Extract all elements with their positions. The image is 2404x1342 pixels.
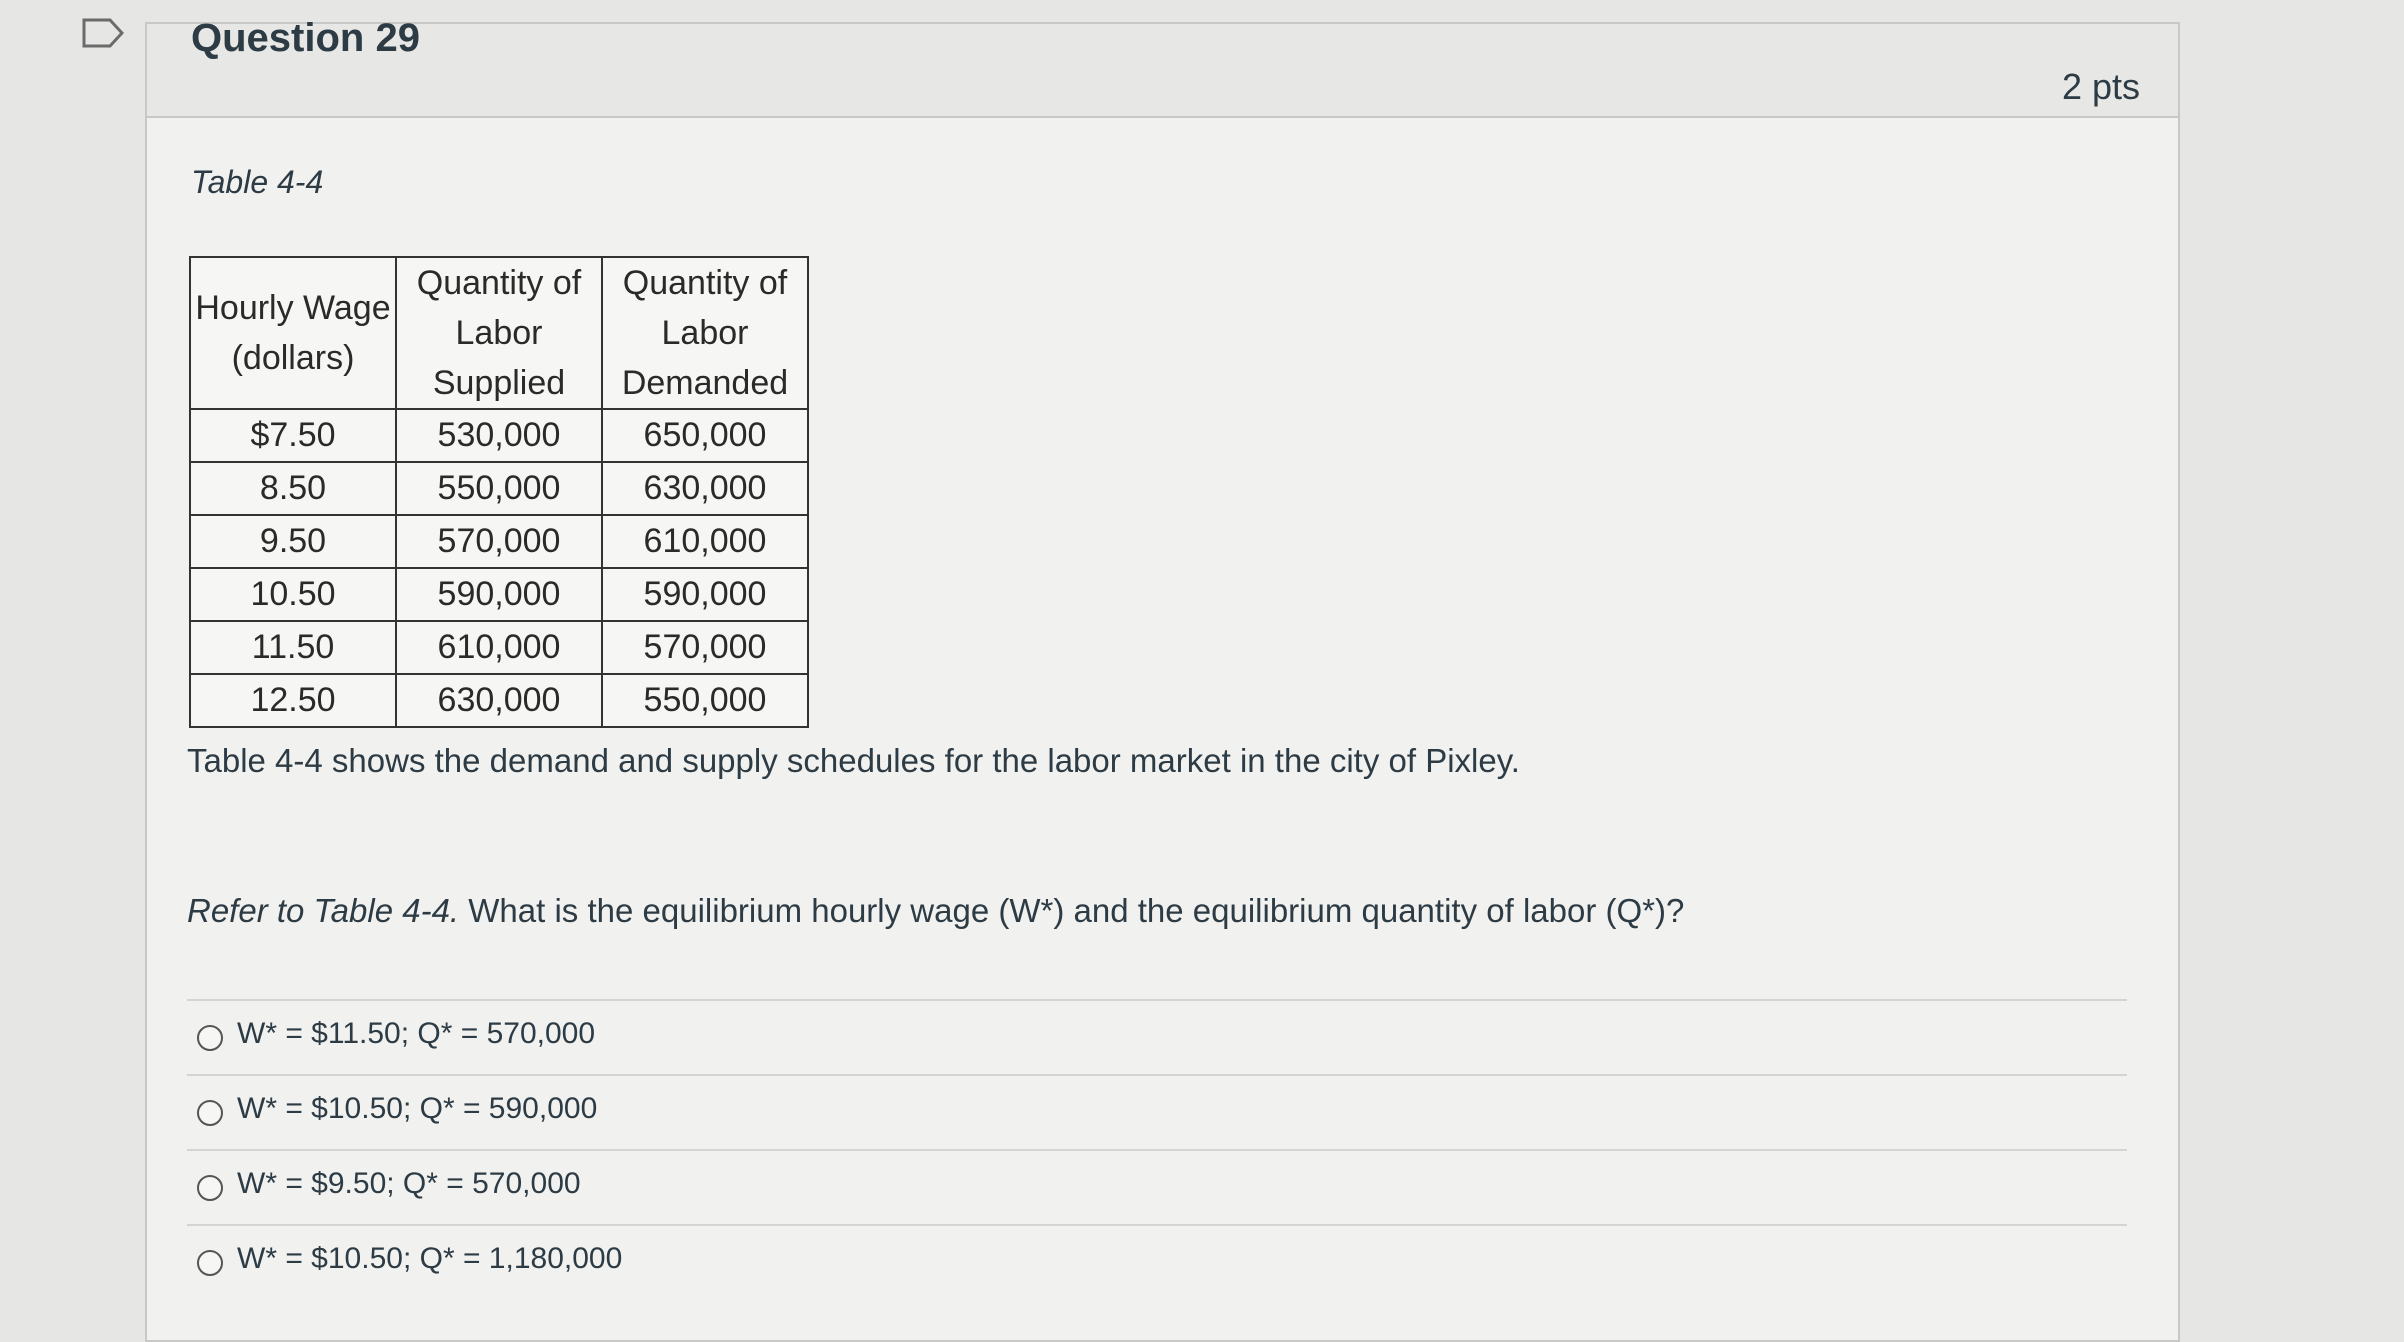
cell-supplied: 550,000: [396, 462, 602, 515]
answer-label[interactable]: W* = $10.50; Q* = 590,000: [237, 1092, 598, 1125]
cell-demanded: 590,000: [602, 568, 808, 621]
cell-demanded: 570,000: [602, 621, 808, 674]
cell-supplied: 630,000: [396, 674, 602, 727]
question-card: [145, 16, 2180, 1342]
question-title: Question 29: [191, 16, 420, 60]
header-labor-supplied: Quantity of Labor Supplied: [396, 257, 602, 409]
answer-list: [187, 999, 2127, 1299]
table-header-row: [190, 257, 808, 409]
cell-wage: 12.50: [190, 674, 396, 727]
table-row: [190, 462, 808, 515]
answer-label[interactable]: W* = $9.50; Q* = 570,000: [237, 1167, 581, 1200]
question-header: [147, 16, 2178, 118]
header-hourly-wage: Hourly Wage (dollars): [190, 257, 396, 409]
cell-wage: 9.50: [190, 515, 396, 568]
question-prompt: [187, 892, 1684, 930]
cell-demanded: 650,000: [602, 409, 808, 462]
table-row: [190, 409, 808, 462]
answer-option[interactable]: [187, 1149, 2127, 1224]
radio-button[interactable]: [197, 1100, 223, 1126]
cell-wage: 8.50: [190, 462, 396, 515]
cell-supplied: 590,000: [396, 568, 602, 621]
cell-supplied: 570,000: [396, 515, 602, 568]
table-row: [190, 621, 808, 674]
table-row: [190, 515, 808, 568]
cell-wage: $7.50: [190, 409, 396, 462]
table-description: Table 4-4 shows the demand and supply schedules for the labor market in the city of Pixley.: [187, 742, 1520, 779]
answer-option[interactable]: [187, 1224, 2127, 1299]
flag-question-icon[interactable]: [82, 18, 124, 48]
radio-button[interactable]: [197, 1025, 223, 1051]
answer-option[interactable]: [187, 999, 2127, 1074]
answer-label[interactable]: W* = $11.50; Q* = 570,000: [237, 1017, 596, 1050]
cell-demanded: 630,000: [602, 462, 808, 515]
header-labor-demanded: Quantity of Labor Demanded: [602, 257, 808, 409]
cell-wage: 11.50: [190, 621, 396, 674]
answer-option[interactable]: [187, 1074, 2127, 1149]
cell-demanded: 610,000: [602, 515, 808, 568]
table-row: [190, 674, 808, 727]
table-caption: Table 4-4: [191, 164, 324, 200]
cell-supplied: 610,000: [396, 621, 602, 674]
question-points: 2 pts: [2061, 66, 2140, 107]
radio-button[interactable]: [197, 1250, 223, 1276]
answer-label[interactable]: W* = $10.50; Q* = 1,180,000: [237, 1242, 623, 1275]
cell-wage: 10.50: [190, 568, 396, 621]
radio-button[interactable]: [197, 1175, 223, 1201]
cell-supplied: 530,000: [396, 409, 602, 462]
question-prompt-text: What is the equilibrium hourly wage (W*) and the equilibrium quantity of labor (Q*)?: [459, 892, 1685, 929]
labor-schedule-table: [189, 256, 809, 728]
table-row: [190, 568, 808, 621]
question-prompt-reference: Refer to Table 4-4.: [187, 892, 460, 929]
cell-demanded: 550,000: [602, 674, 808, 727]
